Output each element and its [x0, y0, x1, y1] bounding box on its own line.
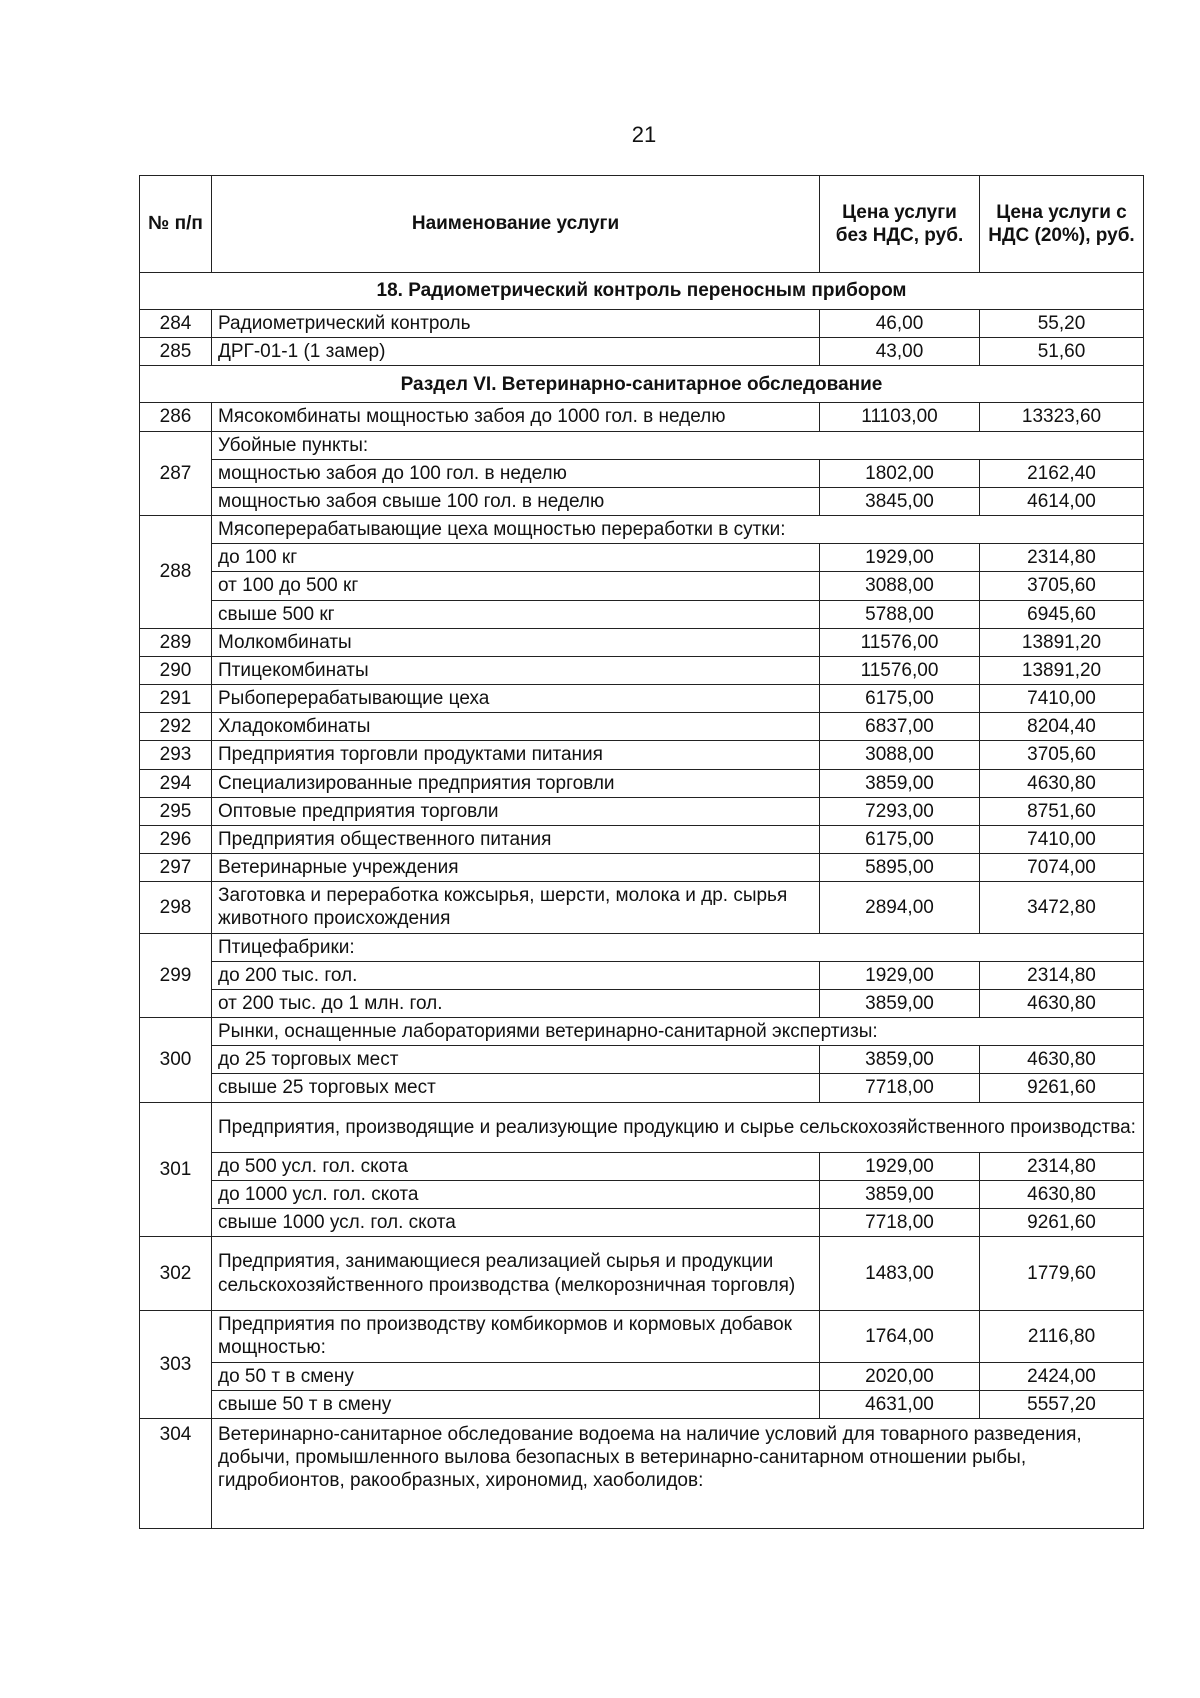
service-name: Специализированные предприятия торговли — [212, 769, 820, 797]
group-title: Убойные пункты: — [212, 431, 1144, 459]
row-number: 286 — [140, 403, 212, 431]
price-table — [139, 175, 1144, 1529]
price-no-vat: 11103,00 — [820, 403, 980, 431]
table-row — [140, 685, 1144, 713]
service-name: ДРГ-01-1 (1 замер) — [212, 338, 820, 366]
row-number: 299 — [140, 933, 212, 1018]
price-no-vat: 1929,00 — [820, 961, 980, 989]
group-title: Предприятия, производящие и реализующие продукцию и сырье сельскохозяйственного производства: — [212, 1102, 1144, 1152]
price-vat: 2116,80 — [980, 1311, 1144, 1362]
service-name: до 200 тыс. гол. — [212, 961, 820, 989]
price-no-vat: 2020,00 — [820, 1362, 980, 1390]
table-row — [140, 933, 1144, 961]
price-no-vat: 3845,00 — [820, 487, 980, 515]
table-row — [140, 403, 1144, 431]
table-row — [140, 1237, 1144, 1311]
price-no-vat: 3088,00 — [820, 572, 980, 600]
row-number: 296 — [140, 825, 212, 853]
table-subrow — [140, 1180, 1144, 1208]
price-vat: 13891,20 — [980, 628, 1144, 656]
price-vat: 2314,80 — [980, 1152, 1144, 1180]
row-number: 288 — [140, 516, 212, 629]
price-vat: 4630,80 — [980, 769, 1144, 797]
row-number: 293 — [140, 741, 212, 769]
price-no-vat: 46,00 — [820, 310, 980, 338]
price-vat: 8204,40 — [980, 713, 1144, 741]
price-no-vat: 7718,00 — [820, 1074, 980, 1102]
price-no-vat: 6837,00 — [820, 713, 980, 741]
row-number: 294 — [140, 769, 212, 797]
section-row — [140, 273, 1144, 310]
price-no-vat: 11576,00 — [820, 628, 980, 656]
group-title: Мясоперерабатывающие цеха мощностью переработки в сутки: — [212, 516, 1144, 544]
service-name: Хладокомбинаты — [212, 713, 820, 741]
section-title: 18. Радиометрический контроль переносным прибором — [140, 273, 1144, 310]
price-no-vat: 1483,00 — [820, 1237, 980, 1311]
price-vat: 7410,00 — [980, 825, 1144, 853]
row-number: 285 — [140, 338, 212, 366]
table-row — [140, 1418, 1144, 1528]
row-number: 284 — [140, 310, 212, 338]
price-vat: 6945,60 — [980, 600, 1144, 628]
service-name: свыше 500 кг — [212, 600, 820, 628]
table-subrow — [140, 1208, 1144, 1236]
price-vat: 2314,80 — [980, 544, 1144, 572]
price-vat: 5557,20 — [980, 1390, 1144, 1418]
table-row — [140, 825, 1144, 853]
price-no-vat: 3859,00 — [820, 1180, 980, 1208]
table-row — [140, 741, 1144, 769]
row-number: 301 — [140, 1102, 212, 1237]
price-no-vat: 4631,00 — [820, 1390, 980, 1418]
service-name: до 100 кг — [212, 544, 820, 572]
table-subrow — [140, 1362, 1144, 1390]
row-number: 290 — [140, 656, 212, 684]
table-row — [140, 713, 1144, 741]
service-name: свыше 25 торговых мест — [212, 1074, 820, 1102]
table-subrow — [140, 1046, 1144, 1074]
table-subrow — [140, 989, 1144, 1017]
table-subrow — [140, 600, 1144, 628]
price-vat: 2162,40 — [980, 459, 1144, 487]
price-no-vat: 5895,00 — [820, 854, 980, 882]
table-subrow — [140, 459, 1144, 487]
table-row — [140, 516, 1144, 544]
row-number: 297 — [140, 854, 212, 882]
price-no-vat: 43,00 — [820, 338, 980, 366]
row-number: 303 — [140, 1311, 212, 1419]
price-vat: 4630,80 — [980, 1180, 1144, 1208]
header-price-vat: Цена услуги с НДС (20%), руб. — [980, 176, 1144, 273]
service-name: Птицекомбинаты — [212, 656, 820, 684]
service-name: Радиометрический контроль — [212, 310, 820, 338]
row-number: 287 — [140, 431, 212, 516]
section-row — [140, 366, 1144, 403]
table-subrow — [140, 1390, 1144, 1418]
price-vat: 9261,60 — [980, 1208, 1144, 1236]
price-no-vat: 3859,00 — [820, 1046, 980, 1074]
price-vat: 13891,20 — [980, 656, 1144, 684]
price-no-vat: 11576,00 — [820, 656, 980, 684]
group-title: Птицефабрики: — [212, 933, 1144, 961]
price-vat: 4630,80 — [980, 989, 1144, 1017]
service-name: Оптовые предприятия торговли — [212, 797, 820, 825]
price-vat: 55,20 — [980, 310, 1144, 338]
price-no-vat: 3859,00 — [820, 989, 980, 1017]
service-name: Рыбоперерабатывающие цеха — [212, 685, 820, 713]
row-number: 291 — [140, 685, 212, 713]
table-row — [140, 1018, 1144, 1046]
row-number: 302 — [140, 1237, 212, 1311]
price-vat: 4614,00 — [980, 487, 1144, 515]
price-no-vat: 1802,00 — [820, 459, 980, 487]
table-row — [140, 310, 1144, 338]
table-header-row — [140, 176, 1144, 273]
price-vat: 3705,60 — [980, 572, 1144, 600]
service-name: от 200 тыс. до 1 млн. гол. — [212, 989, 820, 1017]
price-vat: 7074,00 — [980, 854, 1144, 882]
service-name: от 100 до 500 кг — [212, 572, 820, 600]
service-name: Предприятия общественного питания — [212, 825, 820, 853]
price-vat: 51,60 — [980, 338, 1144, 366]
price-no-vat: 6175,00 — [820, 685, 980, 713]
service-name: мощностью забоя до 100 гол. в неделю — [212, 459, 820, 487]
price-vat: 4630,80 — [980, 1046, 1144, 1074]
table-row — [140, 628, 1144, 656]
table-row — [140, 797, 1144, 825]
table-row — [140, 854, 1144, 882]
service-name: Мясокомбинаты мощностью забоя до 1000 гол. в неделю — [212, 403, 820, 431]
table-row — [140, 769, 1144, 797]
price-vat: 8751,60 — [980, 797, 1144, 825]
price-no-vat: 6175,00 — [820, 825, 980, 853]
price-vat: 13323,60 — [980, 403, 1144, 431]
service-name: Молкомбинаты — [212, 628, 820, 656]
service-name: до 50 т в смену — [212, 1362, 820, 1390]
table-subrow — [140, 961, 1144, 989]
price-no-vat: 7718,00 — [820, 1208, 980, 1236]
table-row — [140, 1311, 1144, 1362]
section-title: Раздел VI. Ветеринарно-санитарное обследование — [140, 366, 1144, 403]
row-number: 289 — [140, 628, 212, 656]
table-row — [140, 1102, 1144, 1152]
price-no-vat: 3859,00 — [820, 769, 980, 797]
header-price-no-vat: Цена услуги без НДС, руб. — [820, 176, 980, 273]
price-vat: 2314,80 — [980, 961, 1144, 989]
table-row — [140, 338, 1144, 366]
table-subrow — [140, 572, 1144, 600]
price-no-vat: 2894,00 — [820, 882, 980, 933]
service-name: Предприятия, занимающиеся реализацией сырья и продукции сельскохозяйственного производства (мелкорозничная торговля) — [212, 1237, 820, 1311]
table-subrow — [140, 1074, 1144, 1102]
row-number: 304 — [140, 1418, 212, 1528]
price-no-vat: 5788,00 — [820, 600, 980, 628]
price-no-vat: 7293,00 — [820, 797, 980, 825]
row-number: 295 — [140, 797, 212, 825]
page-number: 21 — [631, 122, 657, 147]
table-subrow — [140, 1152, 1144, 1180]
price-vat: 2424,00 — [980, 1362, 1144, 1390]
row-number: 292 — [140, 713, 212, 741]
price-vat: 9261,60 — [980, 1074, 1144, 1102]
header-name: Наименование услуги — [212, 176, 820, 273]
table-subrow — [140, 544, 1144, 572]
service-name: до 500 усл. гол. скота — [212, 1152, 820, 1180]
group-title: Рынки, оснащенные лабораториями ветеринарно-санитарной экспертизы: — [212, 1018, 1144, 1046]
table-row — [140, 882, 1144, 933]
table-row — [140, 656, 1144, 684]
table-subrow — [140, 487, 1144, 515]
service-name: Предприятия торговли продуктами питания — [212, 741, 820, 769]
price-no-vat: 1764,00 — [820, 1311, 980, 1362]
price-no-vat: 3088,00 — [820, 741, 980, 769]
row-number: 300 — [140, 1018, 212, 1103]
price-vat: 3472,80 — [980, 882, 1144, 933]
service-name: Заготовка и переработка кожсырья, шерсти, молока и др. сырья животного происхождения — [212, 882, 820, 933]
service-name: Ветеринарные учреждения — [212, 854, 820, 882]
service-name: до 1000 усл. гол. скота — [212, 1180, 820, 1208]
service-name: Ветеринарно-санитарное обследование водоема на наличие условий для товарного разведения, добычи, промышленного вылова безопасных в ветеринарно-санитарном отношении рыбы, гидробионтов, ракообразных, хирономид, хаоболидов: — [212, 1418, 1144, 1528]
price-vat: 1779,60 — [980, 1237, 1144, 1311]
price-vat: 7410,00 — [980, 685, 1144, 713]
service-name: до 25 торговых мест — [212, 1046, 820, 1074]
group-title: Предприятия по производству комбикормов и кормовых добавок мощностью: — [212, 1311, 820, 1362]
service-name: свыше 50 т в смену — [212, 1390, 820, 1418]
service-name: мощностью забоя свыше 100 гол. в неделю — [212, 487, 820, 515]
table-row — [140, 431, 1144, 459]
price-vat: 3705,60 — [980, 741, 1144, 769]
price-no-vat: 1929,00 — [820, 1152, 980, 1180]
row-number: 298 — [140, 882, 212, 933]
service-name: свыше 1000 усл. гол. скота — [212, 1208, 820, 1236]
header-num: № п/п — [140, 176, 212, 273]
price-no-vat: 1929,00 — [820, 544, 980, 572]
